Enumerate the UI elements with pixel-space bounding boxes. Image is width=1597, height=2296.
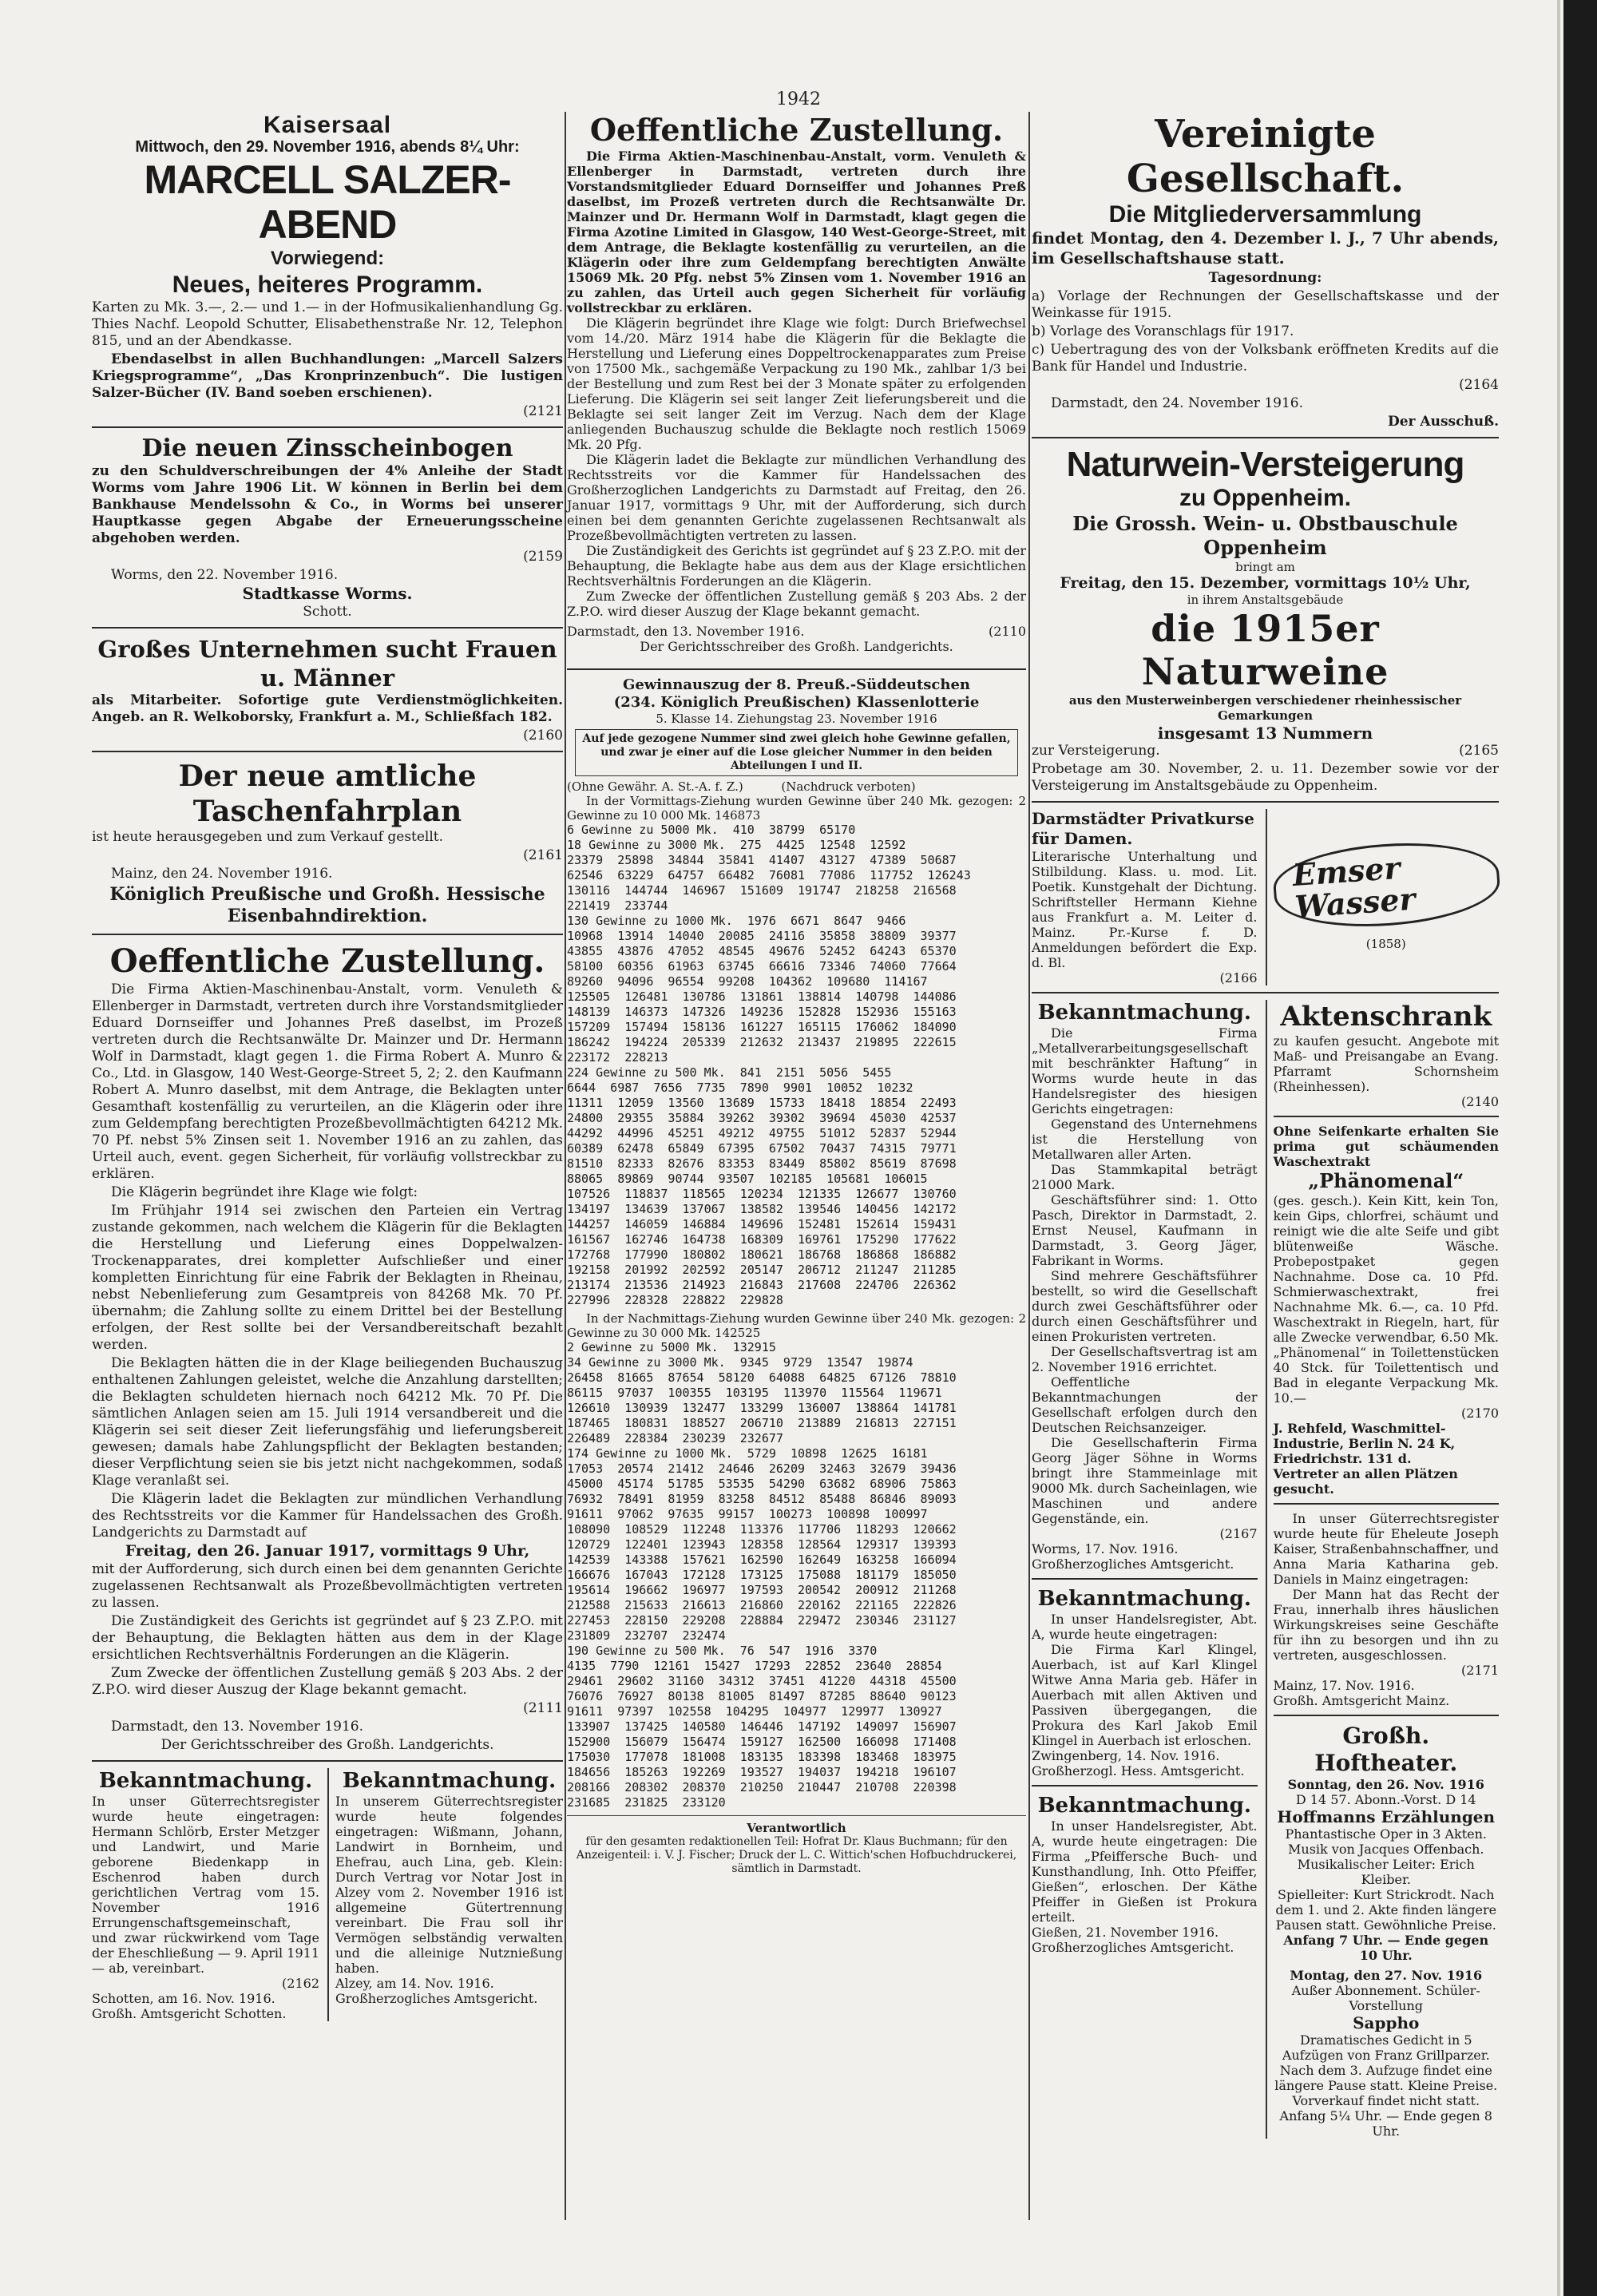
ad-date: Mittwoch, den 29. November 1916, abends 8¼ Uhr: bbox=[135, 138, 520, 156]
notice-body: Der Gesellschaftsvertrag ist am 2. November 1916 errichtet. bbox=[1032, 1344, 1258, 1374]
notice-ref: (2110 bbox=[989, 624, 1026, 639]
lottery-number-line: 6 Gewinne zu 5000 Mk. 410 38799 65170 bbox=[567, 823, 856, 837]
ad-col-right bbox=[1266, 1000, 1500, 2139]
ad-ref: (2165 bbox=[1459, 743, 1499, 759]
notice-title: Oeffentliche Zustellung. bbox=[109, 942, 545, 980]
notice-signature: Großh. Amtsgericht Mainz. bbox=[1273, 1693, 1450, 1708]
lottery-number-line: 190 Gewinne zu 500 Mk. 76 547 1916 3370 bbox=[567, 1644, 878, 1658]
ad-title: Die neuen Zinsscheinbogen bbox=[141, 434, 513, 462]
theater-date: Montag, den 27. Nov. 1916 bbox=[1290, 1968, 1483, 1983]
agenda-item: c) Uebertragung des von der Volksbank eröffneten Kredits auf die Bank für Handel und Industrie. bbox=[1032, 342, 1499, 375]
ad-title: Großes Unternehmen sucht Frauen u. Männer bbox=[97, 636, 557, 692]
lottery-number-line: 86115 97037 100355 103195 113970 115564 119671 bbox=[567, 1386, 942, 1400]
lottery-number-line: 125505 126481 130786 131861 138814 140798 144086 bbox=[567, 989, 957, 1004]
notice-date: Mainz, 17. Nov. 1916. bbox=[1273, 1678, 1415, 1693]
lottery-number-line: 24800 29355 35884 39262 39302 39694 45030 42537 bbox=[567, 1111, 957, 1125]
lottery-number-line: 152900 156079 156474 159127 162500 166098 171408 bbox=[567, 1735, 957, 1749]
lottery-title: Gewinnauszug der 8. Preuß.-Süddeutschen bbox=[622, 676, 971, 693]
lottery-number-line: 91611 97062 97635 99157 100273 100898 100997 bbox=[567, 1507, 928, 1521]
theater-desc: Dramatisches Gedicht in 5 Aufzügen von Franz Grillparzer. Nach dem 3. Aufzuge findet eine längere Pause statt. Kleine Preise. Vorverkauf findet nicht statt. Anfang 5¼ Uhr. — Ende gegen 8 Uhr. bbox=[1274, 2032, 1498, 2139]
lottery-number-line: 184656 185263 192269 193527 194037 194218 196107 bbox=[567, 1765, 957, 1779]
ad-zinsschein bbox=[92, 434, 563, 621]
agenda-item: a) Vorlage der Rechnungen der Gesellschaftskasse und der Weinkasse für 1915. bbox=[1032, 288, 1499, 321]
ad-ref: (2164 bbox=[1459, 377, 1499, 393]
lottery-number-line: 172768 177990 180802 180621 186768 186868 186882 bbox=[567, 1247, 957, 1262]
ad-date: Worms, den 22. November 1916. bbox=[111, 567, 339, 583]
ad-body: ist heute herausgegeben und zum Verkauf gestellt. bbox=[92, 829, 444, 845]
notice-zustellung bbox=[92, 942, 563, 1754]
ad-body: Ohne Seifenkarte erhalten Sie prima gut schäumenden Waschextrakt bbox=[1273, 1124, 1499, 1169]
notice-title: Bekanntmachung. bbox=[342, 1769, 557, 1793]
ad-phaenomenal bbox=[1274, 1124, 1500, 1497]
notice-body: In unserem Güterrechtsregister wurde heute folgendes eingetragen: Wißmann, Johann, Landwirt in Bornheim, und Ehefrau, auch Lina, geb. Klein: Durch Vertrag vor Notar Jost in Alzey vom 2. November 1916 ist allgemeine Gütertrennung vereinbart. Die Frau soll ihr Vermögen selbständig verwalten und die alleinige Nutznießung haben. bbox=[335, 1794, 563, 1976]
lottery-number-line: 23379 25898 34844 35841 41407 43127 47389 50687 bbox=[567, 853, 957, 867]
notice-paragraph: Die Beklagten hätten die in der Klage beiliegenden Buchauszug enthaltenen Zahlungen geleistet, welche die Anzahlung darstellten; die Beklagten schuldeten hiernach noch 64212 Mk. 70 Pf. Die sämtlichen Anlagen seien am 15. Juli 1914 versandbereit und die Klägerin sei seit dieser Zeit lieferungsfähig und lieferungsbereit gewesen; damals habe Zahlungspflicht der Beklagten bestanden; dieser Verpflichtung seien sie bis jetzt nicht nachgekommen, sodaß Klage veranlaßt sei. bbox=[92, 1355, 563, 1489]
notice-ref: (2162 bbox=[282, 1976, 319, 1991]
column-rule bbox=[565, 112, 566, 2220]
notice-body: Geschäftsführer sind: 1. Otto Pasch, Direktor in Darmstadt, 2. Ernst Neusel, Kaufmann in Darmstadt, 3. Georg Jäger, Fabrikant in Worms. bbox=[1032, 1192, 1258, 1268]
ad-signature: Stadtkasse Worms. bbox=[242, 584, 413, 603]
lottery-number-line: 231685 231825 233120 bbox=[567, 1795, 726, 1810]
lottery-number-line: 223172 228213 bbox=[567, 1050, 668, 1065]
ad-where: in ihrem Anstaltsgebäude bbox=[1187, 593, 1344, 607]
ad-body: als Mitarbeiter. Sofortige gute Verdienstmöglichkeiten. Angeb. an R. Welkoborsky, Frankfurt a. M., Schließfach 182. bbox=[92, 692, 563, 725]
lottery-number-line: 187465 180831 188527 206710 213889 216813 227151 bbox=[567, 1416, 957, 1430]
notice-ref: (2171 bbox=[1461, 1663, 1499, 1678]
agenda-item: b) Vorlage des Voranschlags für 1917. bbox=[1032, 323, 1294, 339]
notice-date: Darmstadt, den 13. November 1916. bbox=[111, 1719, 363, 1735]
ad-body: Karten zu Mk. 3.—, 2.— und 1.— in der Hofmusikalienhandlung Gg. Thies Nachf. Leopold Schutter, Elisabethenstraße Nr. 12, Telephon 815, und an der Abendkasse. bbox=[92, 299, 563, 349]
ad-address: J. Rehfeld, Waschmittel-Industrie, Berlin N. 24 K, Friedrichstr. 131 d. bbox=[1273, 1421, 1456, 1466]
notice-body: Die Firma Aktien-Maschinenbau-Anstalt, vorm. Venuleth & Ellenberger in Darmstadt, vertreten durch ihre Vorstandsmitglieder Eduard Dornseiffer und Johannes Preß daselbst, im Prozeß vertreten durch die Rechtsanwälte Dr. Mainzer und Dr. Hermann Wolf in Darmstadt, klagt gegen die Firma Azotine Limited in Glasgow, 140 West-George-Street, mit dem Antrage, die Beklagte kostenfällig zu verurteilen, an die Klägerin oder ihre zum Geldempfang berechtigten Anwälte 15069 Mk. 20 Pfg. nebst 5% Zinsen vom 1. November 1916 an zu zahlen, das Urteil auch gegen Sicherheit für vorläufig vollstreckbar zu erklären. bbox=[567, 149, 1026, 315]
notice-body: Die Firma „Metallverarbeitungsgesellschaft mit beschränkter Haftung“ in Worms wurde heute in das Handelsregister des hiesigen Gerichts eingetragen: bbox=[1032, 1025, 1258, 1116]
lottery-subtitle: 5. Klasse 14. Ziehungstag 23. November 1916 bbox=[656, 712, 937, 726]
notice-ref: (2167 bbox=[1219, 1526, 1258, 1541]
lottery-number-line: 212588 215633 216613 216860 220162 221165 222826 bbox=[567, 1598, 957, 1612]
lottery-number-line: 144257 146059 146884 149696 152481 152614 159431 bbox=[567, 1217, 957, 1231]
ad-vereinigte bbox=[1032, 112, 1499, 430]
ad-privatkurse bbox=[1032, 809, 1258, 985]
lottery-notice: Auf jede gezogene Nummer sind zwei gleich hohe Gewinne gefallen, und zwar je einer auf die Lose gleicher Nummer in den beiden Abteilungen I und II. bbox=[575, 729, 1018, 776]
ad-body: zu kaufen gesucht. Angebote mit Maß- und Preisangabe an Evang. Pfarramt Schornsheim (Rheinhessen). bbox=[1273, 1033, 1499, 1094]
lottery-number-line: 81510 82333 82676 83353 83449 85802 85619 87698 bbox=[567, 1156, 957, 1171]
lottery-number-line: 221419 233744 bbox=[567, 898, 668, 913]
notice-body: Sind mehrere Geschäftsführer bestellt, so wird die Gesellschaft durch zwei Geschäftsführer oder durch einen Geschäftsführer und einen Prokuristen vertreten. bbox=[1032, 1268, 1258, 1344]
ad-ref: (2159 bbox=[523, 549, 563, 565]
lottery-number-line: 166676 167043 172128 173125 175088 181179 185050 bbox=[567, 1568, 957, 1582]
notice-body: In unser Güterrechtsregister wurde heute eingetragen: Hermann Schlörb, Erster Metzger und Landwirt, und Marie geborene Biedenkapp in Eschenrod haben durch gerichtlichen Vertrag vom 15. November 1916 Errungenschaftsgemeinschaft, und zwar rückwirkend vom Tage der Eheschließung — 9. April 1911 — ab, vereinbart. bbox=[92, 1794, 319, 1976]
notice-signature: Der Gerichtsschreiber des Großh. Landgerichts. bbox=[640, 639, 953, 654]
ad-subtitle: zu Oppenheim. bbox=[1179, 485, 1351, 511]
theater-time: Anfang 7 Uhr. — Ende gegen 10 Uhr. bbox=[1283, 1933, 1489, 1963]
ad-title: Vereinigte Gesellschaft. bbox=[1126, 112, 1405, 201]
lottery-number-line: 175030 177078 181008 183135 183398 183468 183975 bbox=[567, 1750, 957, 1764]
ad-body: zu den Schuldverschreibungen der 4% Anleihe der Stadt Worms vom Jahre 1906 Lit. W können in Berlin bei dem Bankhause Mendelssohn & Co., in Worms bei unserer Hauptkasse gegen Abgabe der Erneuerungsscheine abgehoben werden. bbox=[92, 463, 563, 546]
lottery-number-line: 208166 208302 208370 210250 210447 210708 220398 bbox=[567, 1780, 957, 1794]
ad-body: findet Montag, den 4. Dezember l. J., 7 Uhr abends, im Gesellschaftshause statt. bbox=[1032, 228, 1499, 268]
notice-paragraph: Freitag, den 26. Januar 1917, vormittags 9 Uhr, bbox=[125, 1542, 530, 1560]
agenda-head: Tagesordnung: bbox=[1208, 270, 1322, 286]
notice-body: In unser Handelsregister, Abt. A, wurde heute eingetragen: Die Firma „Pfeiffersche Buch- und Kunsthandlung, Inh. Otto Pfeiffer, Gießen“, erloschen. Der Käthe Pfeiffer in Gießen ist Prokura erteilt. bbox=[1032, 1818, 1258, 1925]
lottery-number-line: 231809 232707 232474 bbox=[567, 1628, 726, 1643]
lottery-number-line: 6644 6987 7656 7735 7890 9901 10052 10232 bbox=[567, 1081, 913, 1095]
notice-title: Bekanntmachung. bbox=[1037, 1001, 1251, 1025]
notice-signature: Großherzogliches Amtsgericht. bbox=[335, 1991, 538, 2006]
lottery-number-line: 226489 228384 230239 232677 bbox=[567, 1431, 783, 1445]
theater-line: D 14 57. Abonn.-Vorst. D 14 bbox=[1295, 1792, 1476, 1807]
notice-date: Zwingenberg, 14. Nov. 1916. bbox=[1032, 1748, 1220, 1763]
lottery-results bbox=[567, 676, 1026, 1876]
lottery-number-line: 148139 146373 147326 149236 152828 152936 155163 bbox=[567, 1005, 957, 1019]
notice-body: In unser Güterrechtsregister wurde heute für Eheleute Joseph Kaiser, Straßenbahnschaffner, und Anna Maria Katharina geb. Daniels in Mainz eingetragen: bbox=[1273, 1511, 1499, 1587]
ad-ref: (1858) bbox=[1365, 936, 1406, 951]
lottery-number-line: 2 Gewinne zu 5000 Mk. 132915 bbox=[567, 1340, 776, 1354]
lottery-number-line: 161567 162746 164738 168309 169761 175290 177622 bbox=[567, 1232, 957, 1247]
ad-product: „Phänomenal“ bbox=[1308, 1169, 1464, 1192]
lottery-number-line: 10968 13914 14040 20085 24116 35858 38809 39377 bbox=[567, 929, 957, 943]
lottery-number-line: 130 Gewinne zu 1000 Mk. 1976 6671 8647 9466 bbox=[567, 914, 906, 928]
notice-body: Zum Zwecke der öffentlichen Zustellung gemäß § 203 Abs. 2 der Z.P.O. wird dieser Auszug der Klage bekannt gemacht. bbox=[567, 589, 1026, 619]
notice-schotten bbox=[92, 1768, 319, 2021]
lottery-number-line: 134197 134639 137067 138582 139546 140456 142172 bbox=[567, 1202, 957, 1216]
notice-body: Die Klägerin begründet ihre Klage wie folgt: Durch Briefwechsel vom 14./20. März 1914 habe die Klägerin für die Beklagte die Herstellung und Lieferung eines Doppeltrockenapparates zum Preise von 17500 Mk., sachgemäße Verpackung zu 190 Mk., zahlbar 1/3 bei der Bestellung und zum Rest bei der 3 Monate später zu erfolgenden Lieferung. Die Klägerin sei seit langer Zeit lieferungsbereit und die Beklagte sei seit langer Zeit im Verzug. Nach dem der Klage anliegenden Buchauszug schulde die Beklagte noch restlich 15069 Mk. 20 Pfg. bbox=[567, 315, 1026, 452]
notice-date: Alzey, am 14. Nov. 1916. bbox=[335, 1976, 494, 1991]
lottery-number-line: 130116 144744 146967 151609 191747 218258 216568 bbox=[567, 883, 957, 898]
ad-subtitle: Die Mitgliederversammlung bbox=[1108, 201, 1422, 228]
ad-emser bbox=[1266, 809, 1500, 985]
notice-body: Die Zuständigkeit des Gerichts ist gegründet auf § 23 Z.P.O. mit der Behauptung, die Beklagte habe aus dem aus der Klage ersichtlichen Rechtsverhältnis Forderungen an die Klägerin. bbox=[567, 543, 1026, 589]
lottery-number-line: 4135 7790 12161 15427 17293 22852 23640 28854 bbox=[567, 1659, 942, 1673]
ad-row-kurse bbox=[1032, 809, 1499, 985]
theater-lead: Musikalischer Leiter: Erich Kleiber. bbox=[1297, 1857, 1475, 1887]
notice-paragraph: Die Klägerin begründet ihre Klage wie folgt: bbox=[111, 1184, 418, 1200]
ad-ref: (2161 bbox=[523, 847, 563, 863]
responsible-body: für den gesamten redaktionellen Teil: Hofrat Dr. Klaus Buchmann; für den Anzeigenteil: i. V. J. Fischer; Druck der L. C. Wittich'schen Hofbuchdruckerei, sämtlich in Darmstadt. bbox=[576, 1835, 1017, 1875]
ad-subtitle: Vorwiegend: bbox=[270, 248, 385, 269]
lottery-number-line: 192158 201992 202592 205147 206712 211247 211285 bbox=[567, 1263, 957, 1277]
lottery-number-line: 26458 81665 87654 58120 64088 64825 67126 78810 bbox=[567, 1370, 957, 1385]
column-middle bbox=[567, 112, 1026, 1876]
notice-date: Schotten, am 16. Nov. 1916. bbox=[92, 1991, 275, 2006]
notice-body: Das Stammkapital beträgt 21000 Mark. bbox=[1032, 1162, 1258, 1192]
ad-signature: Der Ausschuß. bbox=[1387, 414, 1499, 430]
lottery-number-line: 18 Gewinne zu 3000 Mk. 275 4425 12548 12592 bbox=[567, 838, 906, 852]
notice-pfeiffer bbox=[1032, 1793, 1258, 1955]
lottery-number-line: 186242 194224 205339 212632 213437 219895 222615 bbox=[567, 1035, 957, 1049]
lottery-number-line: 34 Gewinne zu 3000 Mk. 9345 9729 13547 19874 bbox=[567, 1355, 913, 1370]
theater-desc: Phantastische Oper in 3 Akten. Musik von Jacques Offenbach. bbox=[1285, 1826, 1488, 1857]
lottery-number-line: 89260 94096 96554 99208 104362 109680 114167 bbox=[567, 974, 928, 989]
lottery-number-line: 91611 97397 102558 104295 104977 129977 130927 bbox=[567, 1704, 942, 1719]
responsible-title: Verantwortlich bbox=[747, 1821, 846, 1835]
lottery-title: (234. Königlich Preußischen) Klassenlotterie bbox=[613, 694, 980, 711]
lottery-number-line: 29461 29602 31160 34312 37451 41220 44318 45500 bbox=[567, 1674, 957, 1688]
page-number: 1942 bbox=[776, 89, 821, 109]
ad-title: Der neue amtliche Taschenfahrplan bbox=[178, 759, 477, 828]
notice-body: Die Firma Karl Klingel, Auerbach, ist auf Karl Klingel Witwe Anna Maria geb. Häfer in Auerbach mit allen Aktiven und Passiven übergegangen, die Prokura des Karl Jakob Emil Klingel in Auerbach ist erloschen. bbox=[1032, 1642, 1258, 1748]
ad-fahrplan bbox=[92, 759, 563, 927]
lottery-section-head: In der Nachmittags-Ziehung wurden Gewinne über 240 Mk. gezogen: 2 Gewinne zu 30 000 Mk. 142525 bbox=[567, 1311, 1026, 1340]
notice-signature: Großh. Amtsgericht Schotten. bbox=[92, 2006, 287, 2021]
lottery-number-line: 224 Gewinne zu 500 Mk. 841 2151 5056 5455 bbox=[567, 1065, 892, 1080]
lottery-number-line: 17053 20574 21412 24646 26209 32463 32679 39436 bbox=[567, 1461, 957, 1476]
column-rule bbox=[1028, 112, 1030, 2220]
lottery-number-line: 44292 44996 45251 49212 49755 51012 52837 52944 bbox=[567, 1126, 957, 1140]
notice-body: Die Klägerin ladet die Beklagte zur mündlichen Verhandlung des Rechtsstreits vor die Kammer für Handelssachen des Großherzoglichen Landgerichts zu Darmstadt auf Freitag, den 26. Januar 1917, vormittags 9 Uhr, mit der Aufforderung, sich durch einen bei dem genannten Gerichte zugelassenen Rechtsanwalt als Prozeßbevollmächtigten vertreten zu lassen. bbox=[567, 452, 1026, 543]
column-right bbox=[1032, 112, 1499, 2139]
lottery-number-line: 133907 137425 140580 146446 147192 149097 156907 bbox=[567, 1719, 957, 1734]
ad-date: Mainz, den 24. November 1916. bbox=[111, 866, 333, 882]
notice-signature: Großherzogl. Hess. Amtsgericht. bbox=[1032, 1763, 1245, 1779]
notice-signature: Großherzogliches Amtsgericht. bbox=[1032, 1556, 1234, 1572]
lottery-legal: (Ohne Gewähr. A. St.-A. f. Z.) (Nachdruck verboten) bbox=[567, 779, 916, 794]
lottery-number-line: 60389 62478 65849 67395 67502 70437 74315 79771 bbox=[567, 1141, 957, 1156]
notice-paragraph: Zum Zwecke der öffentlichen Zustellung gemäß § 203 Abs. 2 der Z.P.O. wird dieser Auszug der Klage bekannt gemacht. bbox=[92, 1665, 563, 1698]
lottery-number-line: 227996 228328 228822 229828 bbox=[567, 1293, 783, 1307]
ad-desc: aus den Musterweinbergen verschiedener rheinhessischer Gemarkungen bbox=[1068, 693, 1462, 723]
lottery-section-head: In der Vormittags-Ziehung wurden Gewinne über 240 Mk. gezogen: 2 Gewinne zu 10 000 Mk. 146873 bbox=[567, 794, 1026, 823]
notice-title: Bekanntmachung. bbox=[98, 1769, 313, 1793]
theater-play: Hoffmanns Erzählungen bbox=[1277, 1807, 1496, 1826]
ad-desc: insgesamt 13 Nummern bbox=[1157, 724, 1373, 743]
ad-row-lower bbox=[1032, 1000, 1499, 2139]
ad-body: Probetage am 30. November, 2. u. 11. Dezember sowie vor der Versteigerung im Anstaltsgebäude zu Oppenheim. bbox=[1032, 761, 1499, 794]
notice-metallverarbeitung bbox=[1032, 1000, 1258, 1572]
notice-signature: Der Gerichtsschreiber des Großh. Landgerichts. bbox=[160, 1737, 494, 1753]
lottery-number-line: 142539 143388 157621 162590 162649 163258 166094 bbox=[567, 1552, 957, 1567]
lottery-number-line: 88065 89869 90744 93507 102185 105681 106015 bbox=[567, 1172, 928, 1186]
ad-title: Großh. Hoftheater. bbox=[1314, 1723, 1458, 1776]
lottery-number-line: 108090 108529 112248 113376 117706 118293 120662 bbox=[567, 1522, 957, 1537]
ad-when: Freitag, den 15. Dezember, vormittags 10½ Uhr, bbox=[1060, 574, 1471, 592]
ad-ref: (2166 bbox=[1219, 970, 1258, 985]
notice-body: Gegenstand des Unternehmens ist die Herstellung von Metallwaren aller Arten. bbox=[1032, 1116, 1258, 1162]
lottery-number-line: 58100 60356 61963 63745 66616 73346 74060 77664 bbox=[567, 959, 957, 974]
ad-big: die 1915er Naturweine bbox=[1141, 607, 1389, 693]
notice-alzey bbox=[327, 1768, 563, 2021]
notice-body: Oeffentliche Bekanntmachungen der Gesellschaft erfolgen durch den Deutschen Reichsanzeiger. bbox=[1032, 1374, 1258, 1435]
ad-ref: (2140 bbox=[1461, 1094, 1499, 1109]
ad-text: zur Versteigerung. bbox=[1032, 743, 1160, 759]
notice-date: Worms, 17. Nov. 1916. bbox=[1032, 1541, 1179, 1556]
ad-body: Literarische Unterhaltung und Stilbildung. Klass. u. mod. Lit. Poetik. Kunstgehalt der Dichtung. Schriftsteller Hermann Kiehne aus Frankfurt a. M. Leiter d. Mainz. Pr.-Kurse f. D. Anmeldungen befördert die Exp. d. Bl. bbox=[1032, 849, 1258, 970]
lottery-number-line: 213174 213536 214923 216843 217608 224706 226362 bbox=[567, 1278, 957, 1292]
lottery-number-line: 76932 78491 81959 83258 84512 85488 86846 89093 bbox=[567, 1492, 957, 1506]
notice-ref: (2111 bbox=[523, 1700, 563, 1716]
ad-signature: Königlich Preußische und Großh. Hessische Eisenbahndirektion. bbox=[109, 884, 545, 926]
ad-headline: MARCELL SALZER-ABEND bbox=[144, 157, 511, 247]
notice-title: Bekanntmachung. bbox=[1037, 1587, 1251, 1611]
notice-zustellung-b bbox=[567, 112, 1026, 654]
emser-logo: Emser Wasser bbox=[1270, 836, 1501, 933]
notice-klingel bbox=[1032, 1586, 1258, 1779]
notice-paragraph: Die Zuständigkeit des Gerichts ist gegründet auf § 23 Z.P.O. mit der Behauptung, die Beklagten hätten aus dem in der Klage ersichtlichen Rechtsverhältnis Forderungen an die Klägerin. bbox=[92, 1613, 563, 1663]
lottery-number-line: 45000 45174 51785 53535 54290 63682 68906 75863 bbox=[567, 1477, 957, 1491]
ad-naturwein bbox=[1032, 445, 1499, 795]
lottery-number-line: 195614 196662 196977 197593 200542 200912 211268 bbox=[567, 1583, 957, 1597]
ad-title: Darmstädter Privatkurse für Damen. bbox=[1032, 809, 1254, 848]
ad-text: bringt am bbox=[1235, 560, 1295, 574]
ad-aktenschrank bbox=[1274, 1000, 1500, 1109]
notice-paragraph: mit der Aufforderung, sich durch einen bei dem genannten Gerichte zugelassenen Rechtsanwalt als Prozeßbevollmächtigten vertreten zu lassen. bbox=[92, 1561, 563, 1611]
notice-paragraph: Die Firma Aktien-Maschinenbau-Anstalt, vorm. Venuleth & Ellenberger in Darmstadt, vertreten durch ihre Vorstandsmitglieder Eduard Dornseiffer und Johannes Preß daselbst, im Prozeß vertreten durch die Rechtsanwälte Dr. Mainzer und Dr. Hermann Wolf in Darmstadt, klagt gegen 1. die Firma Robert A. Munro & Co., Ltd. in Glasgow, 140 West-George-Street 5, 2; 2. den Kaufmann Robert A. Munro daselbst, mit dem Antrage, die Beklagten unter Gesamthaft kostenfällig zu verurteilen, an die Klägerin oder ihre zum Geldempfang berechtigten Prozeßbevollmächtigten 64212 Mk. 70 Pf. nebst 5% Zinsen seit 1. November 1916 an zu zahlen, das Urteil auch, event. gegen Sicherheit, für vorläufig vollstreckbar zu erklären. bbox=[92, 981, 563, 1182]
lottery-morning-numbers bbox=[567, 823, 1026, 1308]
lottery-number-line: 120729 122401 123943 128358 128564 129317 139393 bbox=[567, 1537, 957, 1552]
lottery-number-line: 126610 130939 132477 133299 136007 138864 141781 bbox=[567, 1401, 957, 1415]
ad-body: (ges. gesch.). Kein Kitt, kein Ton, kein Gips, chlorfrei, schäumt und reinigt wie die alte Seife und gibt blütenweiße Wäsche. Probepostpaket gegen Nachnahme. Dose ca. 10 Pfd. Schmierwaschextrakt, frei Nachnahme Mk. 6.—, ca. 10 Pfd. Waschextrakt in Riegeln, hart, für alle Zwecke verwendbar, 6.50 Mk. „Phänomenal“ in Toilettenstücken 40 Stck. für Toilettentisch und Bad in elegante Verpackung Mk. 10.— bbox=[1273, 1193, 1499, 1406]
ad-date: Darmstadt, den 24. November 1916. bbox=[1051, 395, 1303, 411]
lottery-number-line: 174 Gewinne zu 1000 Mk. 5729 10898 12625 16181 bbox=[567, 1446, 928, 1461]
notice-title: Bekanntmachung. bbox=[1037, 1794, 1251, 1818]
column-left bbox=[92, 112, 563, 2021]
lottery-number-line: 157209 157494 158136 161227 165115 176062 184090 bbox=[567, 1020, 957, 1034]
ad-ref: (2121 bbox=[523, 403, 563, 419]
notice-paragraph: Im Frühjahr 1914 sei zwischen den Parteien ein Vertrag zustande gekommen, nach welchem die Klägerin für die Beklagten die Herstellung und Lieferung eines Doppelwalzen-Trockenapparates, drei kompletter Aufschließer und einer kompletten Einrichtung für eine Fabrik der Beklagten in Rheinau, nebst Nebenlieferung zum Gesamtpreis von 84268 Mk. 70 Pf. übernahm; die Zahlung sollte zu einem Drittel bei der Bestellung erfolgen, der Rest sollte bei der Versandbereitschaft bezahlt werden. bbox=[92, 1203, 563, 1353]
lottery-number-line: 11311 12059 13560 13689 15733 18418 18854 22493 bbox=[567, 1096, 957, 1110]
notice-body: In unser Handelsregister, Abt. A, wurde heute eingetragen: bbox=[1032, 1612, 1258, 1642]
notice-signature: Großherzogliches Amtsgericht. bbox=[1032, 1940, 1234, 1955]
ad-name: Schott. bbox=[303, 604, 352, 620]
notice-title: Oeffentliche Zustellung. bbox=[589, 112, 1004, 148]
lottery-number-line: 43855 43876 47052 48545 49676 52452 64243 65370 bbox=[567, 944, 957, 958]
ad-title: Aktenschrank bbox=[1280, 1001, 1492, 1033]
ad-unternehmen bbox=[92, 635, 563, 744]
lottery-number-line: 107526 118837 118565 120234 121335 126677 130760 bbox=[567, 1187, 957, 1201]
notice-body: Der Mann hat das Recht der Frau, innerhalb ihres häuslichen Wirkungskreises seine Geschäfte für ihn zu besorgen und ihn zu vertreten, ausgeschlossen. bbox=[1273, 1587, 1499, 1663]
ad-ref: (2160 bbox=[523, 728, 563, 744]
lottery-number-line: 76076 76927 80138 81005 81497 87285 88640 90123 bbox=[567, 1689, 957, 1703]
ad-org: Die Grossh. Wein- u. Obstbauschule Oppenheim bbox=[1072, 512, 1458, 559]
lottery-number-line: 227453 228150 229208 228884 229472 230346 231127 bbox=[567, 1613, 957, 1628]
lottery-number-line: 62546 63229 64757 66482 76081 77086 117752 126243 bbox=[567, 868, 971, 882]
notice-mainz bbox=[1274, 1511, 1500, 1708]
ad-body: Ebendaselbst in allen Buchhandlungen: „Marcell Salzers Kriegsprogramme“, „Das Kronprinzenbuch“. Die lustigen Salzer-Bücher (IV. Band soeben erschienen). bbox=[92, 351, 563, 401]
page-fold bbox=[1557, 0, 1560, 2296]
ad-title: Naturwein-Versteigerung bbox=[1066, 445, 1464, 484]
notice-date: Darmstadt, den 13. November 1916. bbox=[567, 624, 805, 639]
notice-body: Die Gesellschafterin Firma Georg Jäger Söhne in Worms bringt ihre Stammeinlage mit 9000 Mk. durch Sacheinlagen, wie Maschinen und andere Gegenstände, ein. bbox=[1032, 1435, 1258, 1526]
ad-col-left bbox=[1032, 1000, 1258, 2139]
ad-note: Vertreter an allen Plätzen gesucht. bbox=[1273, 1466, 1458, 1497]
ad-hoftheater bbox=[1274, 1723, 1500, 2139]
ad-kaisersaal bbox=[92, 112, 563, 420]
theater-cast: Spielleiter: Kurt Strickrodt. Nach dem 1. und 2. Akte finden längere Pausen statt. Gewöhnliche Preise. bbox=[1275, 1887, 1497, 1933]
lottery-afternoon-numbers bbox=[567, 1340, 1026, 1810]
theater-play: Sappho bbox=[1353, 2013, 1420, 2032]
theater-line: Außer Abonnement. Schüler-Vorstellung bbox=[1291, 1983, 1480, 2013]
ad-title: Kaisersaal bbox=[263, 112, 392, 138]
notice-pair bbox=[92, 1768, 563, 2021]
notice-paragraph: Die Klägerin ladet die Beklagten zur mündlichen Verhandlung des Rechtsstreits vor die Kammer für Handelssachen des Großh. Landgerichts zu Darmstadt auf bbox=[92, 1491, 563, 1541]
scan-edge bbox=[1563, 0, 1597, 2296]
notice-date: Gießen, 21. November 1916. bbox=[1032, 1925, 1219, 1940]
theater-date: Sonntag, den 26. Nov. 1916 bbox=[1287, 1777, 1484, 1792]
ad-subtitle: Neues, heiteres Programm. bbox=[172, 272, 483, 298]
ad-ref: (2170 bbox=[1461, 1406, 1499, 1421]
